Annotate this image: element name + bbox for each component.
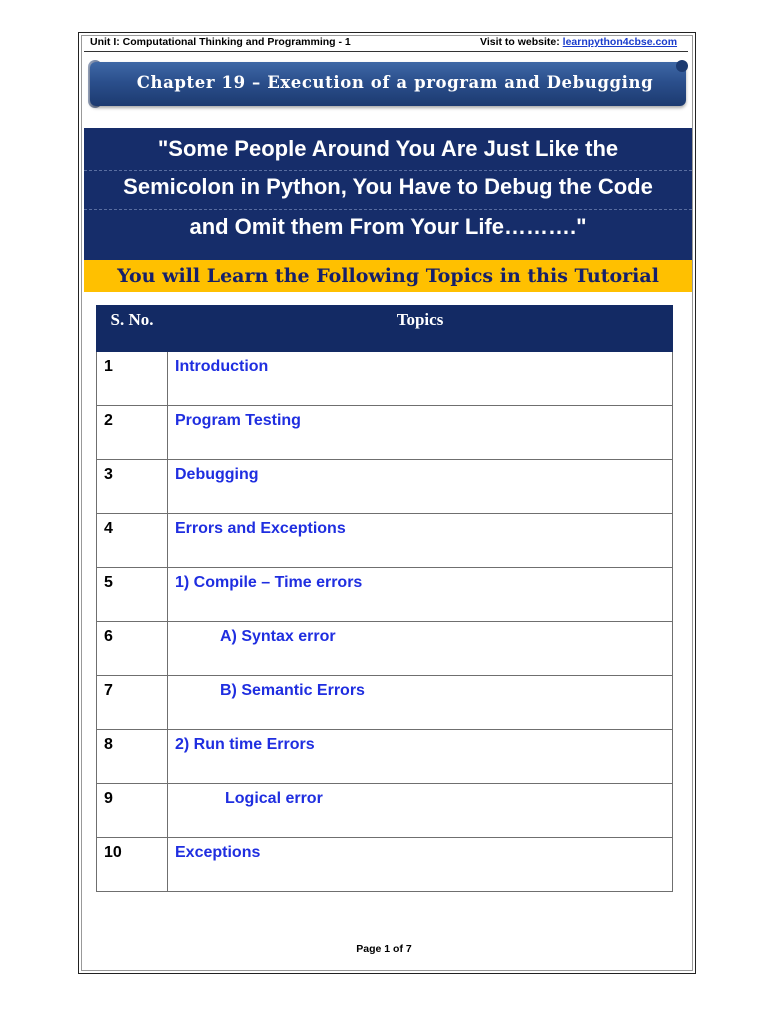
- quote-line-2: Semicolon in Python, You Have to Debug the Code: [123, 174, 653, 199]
- chapter-title: Chapter 19 – Execution of a program and Debugging: [136, 73, 654, 92]
- topics-heading: You will Learn the Following Topics in this Tutorial: [84, 260, 692, 292]
- table-row: [97, 676, 673, 730]
- row-number: 9: [97, 784, 168, 838]
- table-row: [97, 730, 673, 784]
- topic-link[interactable]: Introduction: [168, 352, 673, 406]
- topic-link[interactable]: 2) Run time Errors: [168, 730, 673, 784]
- row-number: 7: [97, 676, 168, 730]
- column-header-topics: Topics: [168, 306, 673, 352]
- topic-link[interactable]: 1) Compile – Time errors: [168, 568, 673, 622]
- header-unit-title: Unit I: Computational Thinking and Programming - 1: [90, 36, 351, 48]
- header-website: [480, 36, 677, 48]
- topic-link[interactable]: Program Testing: [168, 406, 673, 460]
- row-number: 4: [97, 514, 168, 568]
- table-row: [97, 784, 673, 838]
- header-divider: [84, 51, 688, 52]
- topic-link[interactable]: Debugging: [168, 460, 673, 514]
- topic-link[interactable]: Exceptions: [168, 838, 673, 892]
- row-number: 3: [97, 460, 168, 514]
- quote-line-3: and Omit them From Your Life……….": [189, 214, 587, 239]
- topic-link[interactable]: A) Syntax error: [168, 622, 673, 676]
- row-number: 2: [97, 406, 168, 460]
- website-link[interactable]: learnpython4cbse.com: [562, 36, 678, 48]
- header-website-label: Visit to website:: [480, 36, 563, 48]
- quote-box: [84, 128, 692, 260]
- table-row: [97, 514, 673, 568]
- table-header-row: [97, 306, 673, 352]
- table-row: [97, 460, 673, 514]
- row-number: 10: [97, 838, 168, 892]
- row-number: 1: [97, 352, 168, 406]
- quote-line-1: "Some People Around You Are Just Like the: [157, 136, 619, 161]
- row-number: 8: [97, 730, 168, 784]
- topics-table: [96, 305, 673, 892]
- table-row: [97, 838, 673, 892]
- page-number: Page 1 of 7: [356, 943, 412, 955]
- table-row: [97, 406, 673, 460]
- topic-link[interactable]: B) Semantic Errors: [168, 676, 673, 730]
- topic-link[interactable]: Logical error: [168, 784, 673, 838]
- table-row: [97, 352, 673, 406]
- table-row: [97, 568, 673, 622]
- topic-link[interactable]: Errors and Exceptions: [168, 514, 673, 568]
- row-number: 6: [97, 622, 168, 676]
- column-header-sno: S. No.: [97, 306, 168, 352]
- row-number: 5: [97, 568, 168, 622]
- table-row: [97, 622, 673, 676]
